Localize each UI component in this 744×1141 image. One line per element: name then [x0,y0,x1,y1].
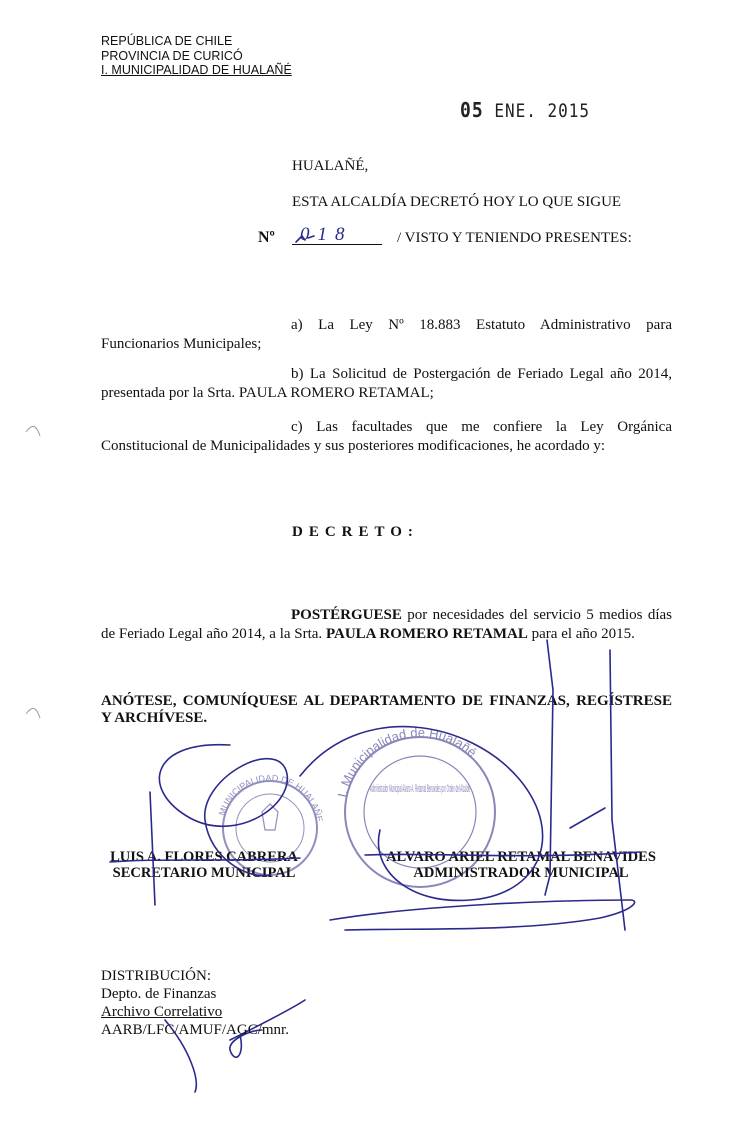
administrator-signature-tick [570,808,605,828]
consideration-c-line1: c) Las facultades que me confiere la Ley Orgánica [291,419,672,435]
intro-line: ESTA ALCALDÍA DECRETÓ HOY LO QUE SIGUE [292,194,622,210]
administrator-signature-underline [330,900,635,930]
resolution-name: PAULA ROMERO RETAMAL [325,626,528,642]
consideration-b-line1: b) La Solicitud de Postergación de Feriado Legal año 2014, [291,366,672,382]
decree-number-scribble [296,236,314,242]
margin-mark-bottom [26,708,40,718]
secretary-name: LUIS A. FLORES CABRERA [110,849,298,865]
consideration-a-line1: a) La Ley Nº 18.883 Estatuto Administrativo para [291,317,672,333]
consideration-a-line2: Funcionarios Municipales; [101,336,262,352]
resolution-line1: por necesidades del servicio 5 medios días [401,607,672,623]
letterhead-country: REPÚBLICA DE CHILE [101,34,233,48]
secretary-title-text: SECRETARIO MUNICIPAL [112,865,296,881]
resolution-keyword: POSTÉRGUESE [291,607,402,623]
closing-line1: ANÓTESE, COMUNÍQUESE AL DEPARTAMENTO DE FINANZAS, REGÍSTRESE [101,693,672,709]
letterhead-province: PROVINCIA DE CURICÓ [101,48,243,63]
consideration-b-line2: presentada por la Srta. PAULA ROMERO RETAMAL; [101,385,434,401]
left-seal-ring-text: MUNICIPALIDAD DE HUALAÑE [216,772,325,823]
place-line: HUALAÑÉ, [292,158,369,174]
decreto-heading: DECRETO: [292,524,419,540]
date-stamp-day: 05 [460,98,484,123]
right-seal-ring-text: I. Municipalidad de Hualañé [334,724,480,799]
consideration-c-line2: Constitucional de Municipalidades y sus posteriores modificaciones, he acordado y: [101,438,606,454]
distribution-title: DISTRIBUCIÓN: [101,968,212,984]
date-stamp-month-year: ENE. 2015 [494,99,591,122]
margin-mark-top [26,426,40,436]
right-seal-center-text: Administrador Municipal Alvaro A. Retamal Benavides por Orden del Alcalde [370,783,470,795]
administrator-name: ALVARO ARIEL RETAMAL BENAVIDES [386,849,656,865]
distribution-item-archivo: Archivo Correlativo [101,1004,223,1020]
distribution-block [101,967,289,1039]
letterhead-municipality: I. MUNICIPALIDAD DE HUALAÑÉ [101,63,292,77]
decree-number-handwritten: 018 [300,224,353,245]
administrator-title: ADMINISTRADOR MUNICIPAL [413,865,629,881]
decree-number-visto: / VISTO Y TENIENDO PRESENTES: [397,230,632,246]
distribution-initials: AARB/LFC/AMUF/AGC/mnr. [101,1022,289,1038]
resolution-line2-pre: de Feriado Legal año 2014, a la Srta. [101,626,326,642]
decree-number-prefix: Nº [258,229,275,246]
resolution-line2-post: para el año 2015. [527,626,635,642]
administrator-signature-loop [300,724,543,901]
distribution-item-finanzas: Depto. de Finanzas [101,986,217,1002]
secretary-signature-loop [159,745,287,876]
closing-line2: Y ARCHÍVESE. [101,710,208,726]
